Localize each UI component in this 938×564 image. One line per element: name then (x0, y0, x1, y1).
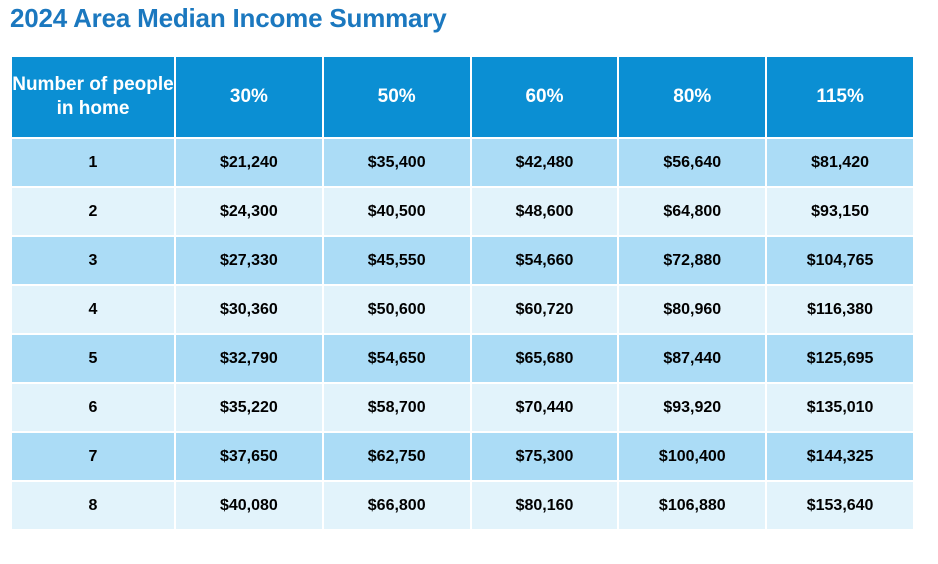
header-row (11, 56, 914, 138)
table-row (11, 138, 914, 187)
page-title: 2024 Area Median Income Summary (10, 3, 447, 33)
table-body (11, 138, 914, 530)
income-limit-cell: $100,400 (618, 432, 766, 481)
income-limit-cell: $75,300 (471, 432, 619, 481)
column-header-ami-115-percent: 115% (766, 56, 914, 138)
income-limit-cell: $35,400 (323, 138, 471, 187)
income-table (10, 55, 915, 531)
income-limit-cell: $106,880 (618, 481, 766, 530)
household-size-cell: 4 (11, 285, 175, 334)
household-size-cell: 3 (11, 236, 175, 285)
income-limit-cell: $80,960 (618, 285, 766, 334)
income-limit-cell: $125,695 (766, 334, 914, 383)
household-size-cell: 5 (11, 334, 175, 383)
income-limit-cell: $30,360 (175, 285, 323, 334)
household-size-cell: 7 (11, 432, 175, 481)
income-limit-cell: $37,650 (175, 432, 323, 481)
income-limit-cell: $104,765 (766, 236, 914, 285)
table-row (11, 432, 914, 481)
column-header-household-size: Number of people in home (11, 56, 175, 138)
household-size-cell: 1 (11, 138, 175, 187)
income-limit-cell: $21,240 (175, 138, 323, 187)
column-header-ami-30-percent: 30% (175, 56, 323, 138)
income-limit-cell: $48,600 (471, 187, 619, 236)
income-limit-cell: $35,220 (175, 383, 323, 432)
income-limit-cell: $60,720 (471, 285, 619, 334)
household-size-cell: 6 (11, 383, 175, 432)
income-limit-cell: $40,500 (323, 187, 471, 236)
income-limit-cell: $56,640 (618, 138, 766, 187)
income-limit-cell: $70,440 (471, 383, 619, 432)
income-limit-cell: $54,650 (323, 334, 471, 383)
income-limit-cell: $40,080 (175, 481, 323, 530)
income-limit-cell: $54,660 (471, 236, 619, 285)
table-row (11, 481, 914, 530)
income-limit-cell: $80,160 (471, 481, 619, 530)
income-limit-cell: $45,550 (323, 236, 471, 285)
column-header-ami-60-percent: 60% (471, 56, 619, 138)
income-limit-cell: $144,325 (766, 432, 914, 481)
table-row (11, 383, 914, 432)
income-limit-cell: $24,300 (175, 187, 323, 236)
income-limit-cell: $116,380 (766, 285, 914, 334)
income-limit-cell: $72,880 (618, 236, 766, 285)
income-limit-cell: $66,800 (323, 481, 471, 530)
table-row (11, 236, 914, 285)
table-row (11, 285, 914, 334)
income-limit-cell: $87,440 (618, 334, 766, 383)
column-header-ami-80-percent: 80% (618, 56, 766, 138)
column-header-ami-50-percent: 50% (323, 56, 471, 138)
table-row (11, 187, 914, 236)
income-limit-cell: $64,800 (618, 187, 766, 236)
income-limit-cell: $42,480 (471, 138, 619, 187)
income-limit-cell: $135,010 (766, 383, 914, 432)
income-limit-cell: $32,790 (175, 334, 323, 383)
income-limit-cell: $153,640 (766, 481, 914, 530)
household-size-cell: 8 (11, 481, 175, 530)
household-size-cell: 2 (11, 187, 175, 236)
table-row (11, 334, 914, 383)
income-limit-cell: $62,750 (323, 432, 471, 481)
income-limit-cell: $65,680 (471, 334, 619, 383)
income-limit-cell: $50,600 (323, 285, 471, 334)
income-limit-cell: $93,920 (618, 383, 766, 432)
income-limit-cell: $93,150 (766, 187, 914, 236)
table-header (11, 56, 914, 138)
income-limit-cell: $27,330 (175, 236, 323, 285)
income-limit-cell: $81,420 (766, 138, 914, 187)
income-limit-cell: $58,700 (323, 383, 471, 432)
